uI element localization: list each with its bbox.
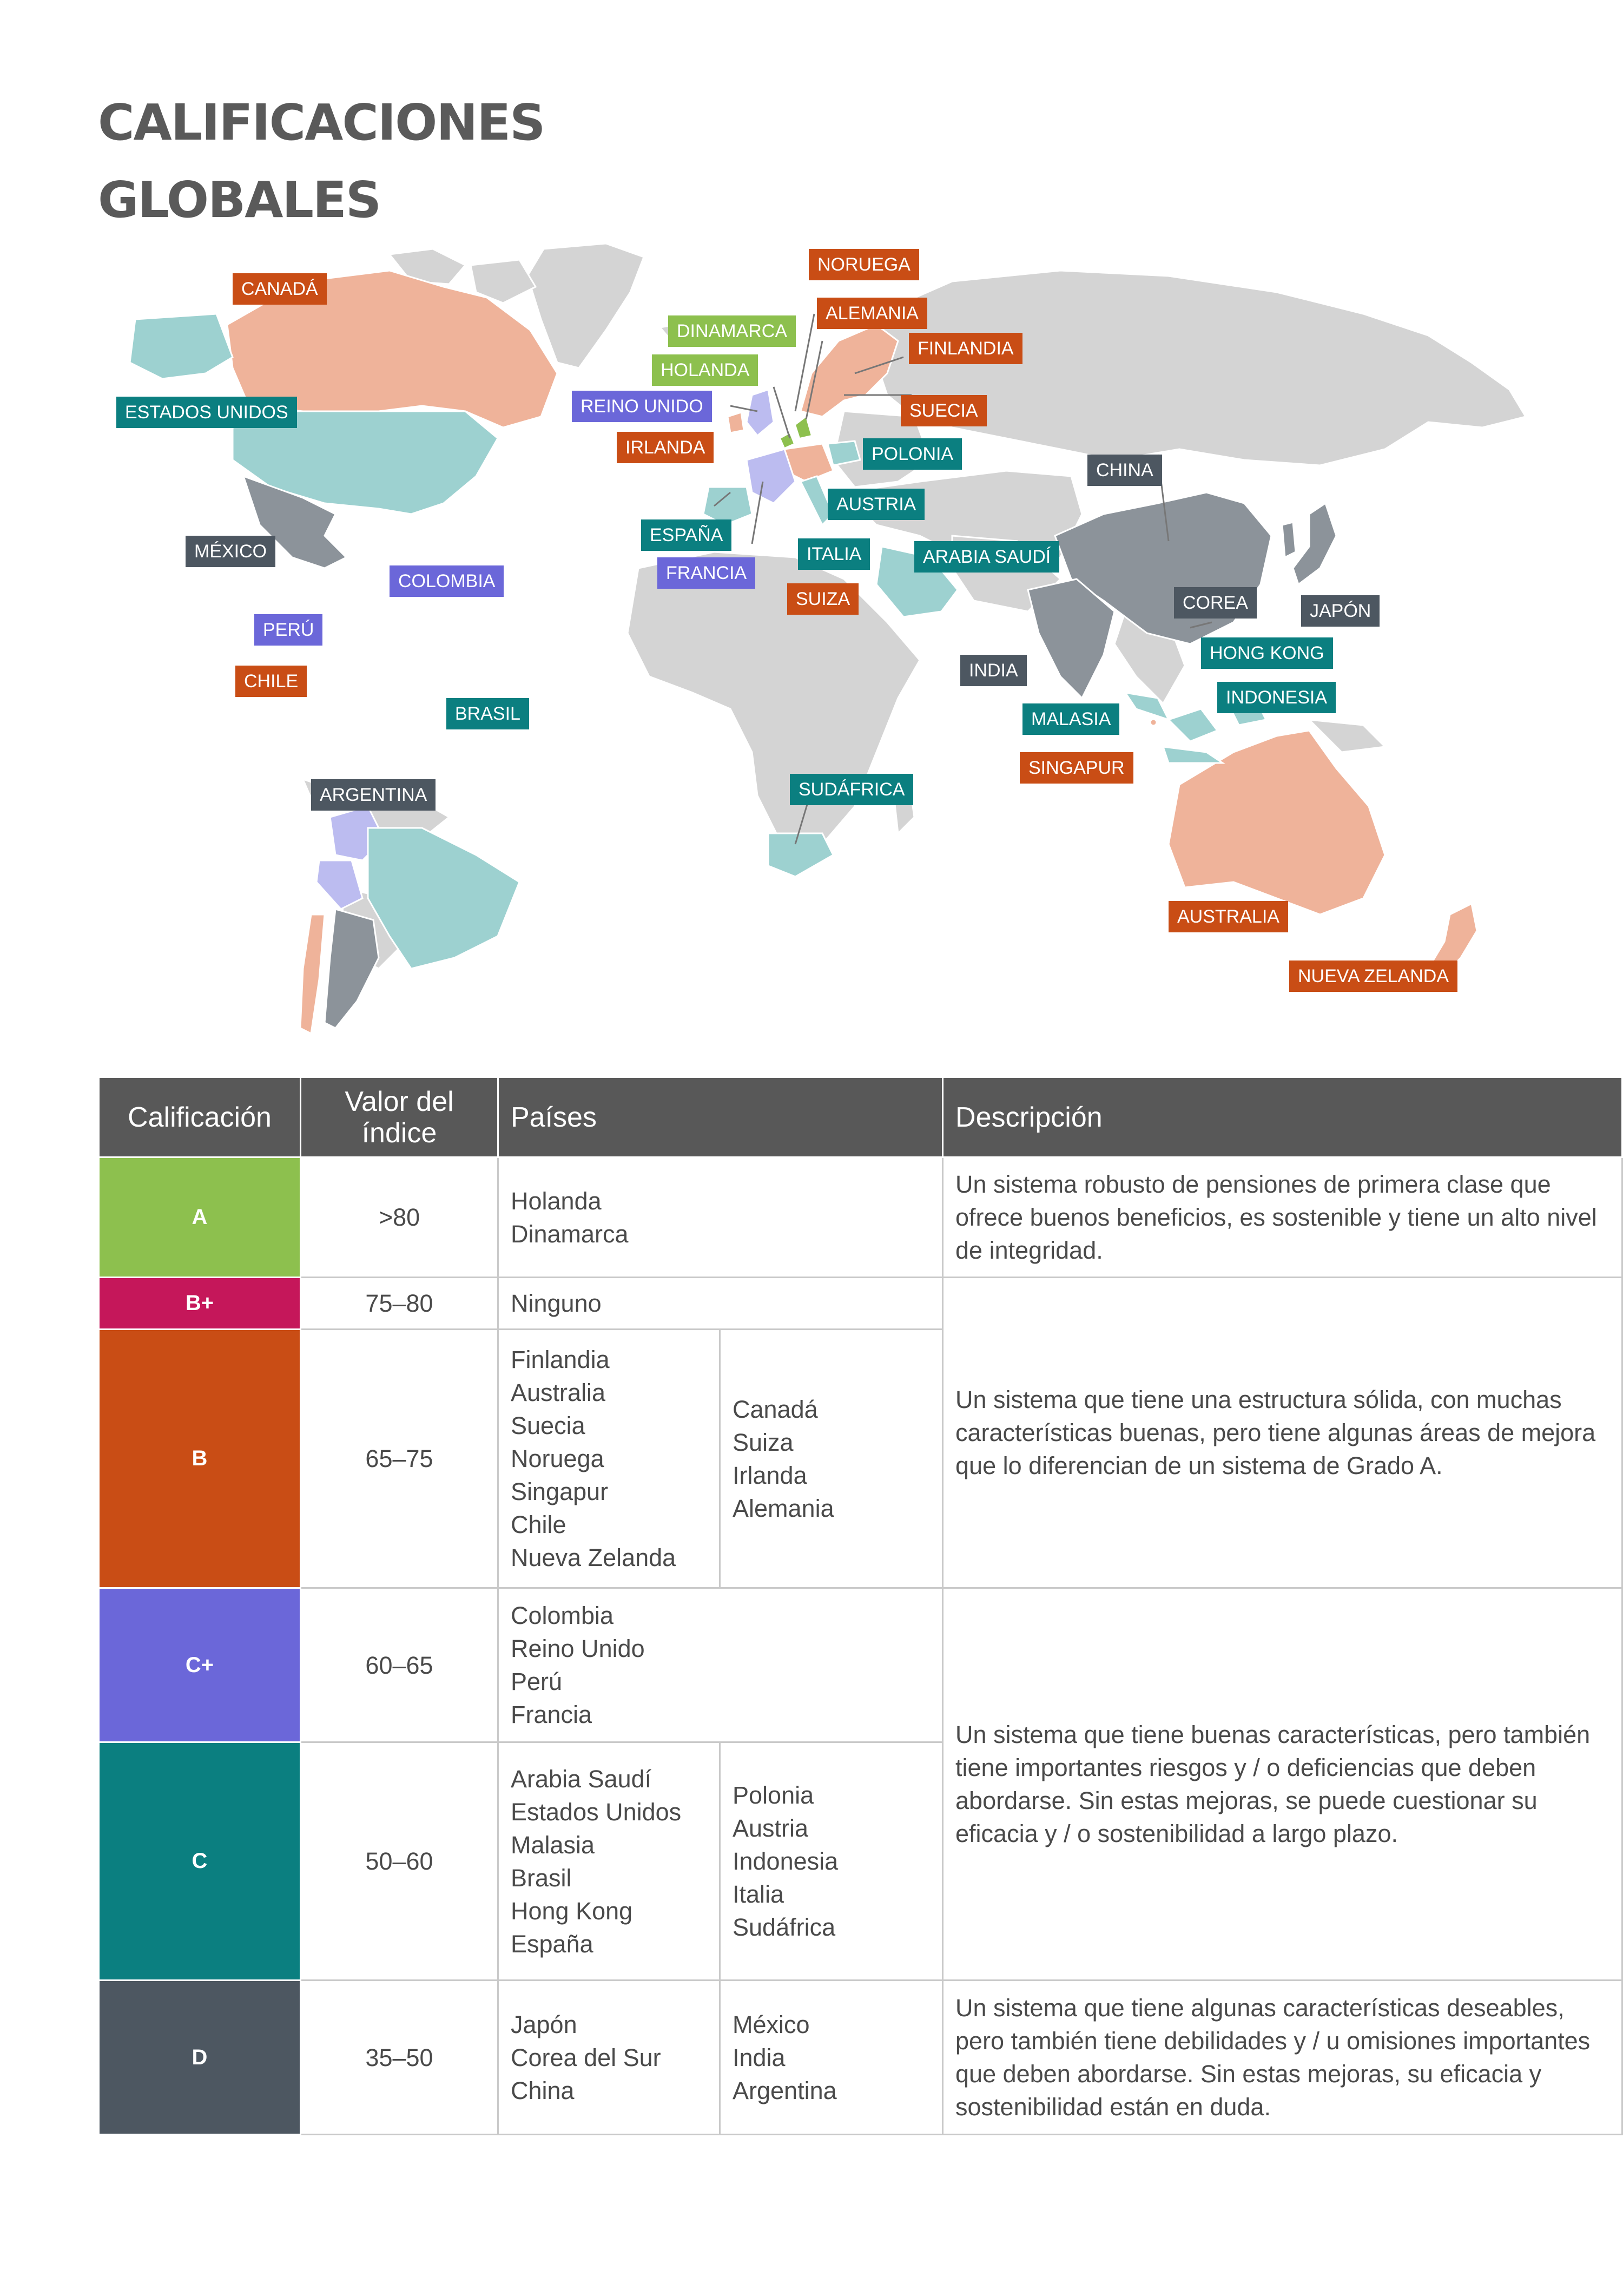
page-title xyxy=(98,84,747,239)
map-label-malasia: MALASIA xyxy=(1022,703,1119,735)
map-label-colombia: COLOMBIA xyxy=(390,565,504,597)
grade-cell: B+ xyxy=(99,1278,301,1330)
country-name: Australia xyxy=(511,1379,606,1406)
country-name: Estados Unidos xyxy=(511,1798,682,1826)
countries-list-2 xyxy=(720,1330,943,1588)
country-name: Arabia Saudí xyxy=(511,1765,652,1793)
country-name: India xyxy=(733,2043,786,2071)
map-label-indonesia: INDONESIA xyxy=(1217,682,1336,713)
grade-cell: B xyxy=(99,1330,301,1588)
country-name: Hong Kong xyxy=(511,1897,633,1925)
country-name: Reino Unido xyxy=(511,1635,645,1662)
countries-list xyxy=(498,1742,720,1981)
map-label-alemania: ALEMANIA xyxy=(817,298,927,329)
map-label-brasil: BRASIL xyxy=(446,698,529,729)
countries-list-2 xyxy=(720,1742,943,1981)
country-name: Polonia xyxy=(733,1781,814,1809)
map-label-mexico: MÉXICO xyxy=(186,536,275,567)
country-name: Canadá xyxy=(733,1395,818,1423)
country-name: China xyxy=(511,2076,575,2104)
map-label-hong-kong: HONG KONG xyxy=(1201,637,1333,669)
description: Un sistema que tiene algunas características deseables, pero también tiene debilidades y / u omisiones importantes que deben abordarse. Sin estas mejoras, su eficacia y sostenibilidad están en duda. xyxy=(943,1981,1622,2135)
country-name: Alemania xyxy=(733,1494,834,1522)
countries-list-2 xyxy=(720,1981,943,2135)
country-name: Suiza xyxy=(733,1428,794,1456)
index-range: 65–75 xyxy=(301,1330,498,1588)
map-label-china: CHINA xyxy=(1087,455,1162,486)
map-label-noruega: NORUEGA xyxy=(809,249,919,280)
map-label-australia: AUSTRALIA xyxy=(1169,901,1288,932)
table-row xyxy=(99,1157,1622,1278)
countries-list xyxy=(498,1157,943,1278)
countries-list xyxy=(498,1981,720,2135)
map-label-argentina: ARGENTINA xyxy=(311,779,436,811)
world-map xyxy=(0,233,1623,1034)
ratings-table xyxy=(98,1078,1623,2135)
map-label-austria: AUSTRIA xyxy=(828,489,925,520)
description: Un sistema que tiene una estructura sólida, con muchas características buenas, pero tiene algunas áreas de mejora que lo diferencian de un sistema de Grado A. xyxy=(943,1278,1622,1588)
grade-cell: C xyxy=(99,1742,301,1981)
country-name: Suecia xyxy=(511,1412,585,1439)
country-name: Brasil xyxy=(511,1864,572,1892)
map-label-singapur: SINGAPUR xyxy=(1020,752,1133,784)
index-range: 50–60 xyxy=(301,1742,498,1981)
country-name: Chile xyxy=(511,1511,566,1538)
countries-list xyxy=(498,1330,720,1588)
map-label-japon: JAPÓN xyxy=(1301,595,1380,627)
country-name: Malasia xyxy=(511,1831,595,1859)
title-line-1: CALIFICACIONES xyxy=(98,94,545,152)
country-name: Argentina xyxy=(733,2076,837,2104)
header-countries: Países xyxy=(498,1078,943,1157)
map-label-nueva-zelanda: NUEVA ZELANDA xyxy=(1289,960,1457,992)
map-label-finlandia: FINLANDIA xyxy=(909,333,1022,364)
index-range: 35–50 xyxy=(301,1981,498,2135)
grade-cell: C+ xyxy=(99,1588,301,1742)
map-label-holanda: HOLANDA xyxy=(652,354,758,386)
country-name: España xyxy=(511,1930,593,1958)
world-map-graphic xyxy=(0,233,1623,1034)
table-row xyxy=(99,1278,1622,1330)
country-name: Singapur xyxy=(511,1478,609,1505)
map-label-sudafrica: SUDÁFRICA xyxy=(790,774,913,805)
map-label-italia: ITALIA xyxy=(798,538,870,570)
country-name: Indonesia xyxy=(733,1847,839,1875)
country-name: Irlanda xyxy=(733,1461,807,1489)
countries-list xyxy=(498,1278,943,1330)
country-name: Austria xyxy=(733,1814,809,1842)
map-label-polonia: POLONIA xyxy=(863,438,962,470)
table-row xyxy=(99,1981,1622,2135)
map-label-canada: CANADÁ xyxy=(233,273,327,305)
index-range: >80 xyxy=(301,1157,498,1278)
map-label-dinamarca: DINAMARCA xyxy=(668,315,796,347)
country-name: Corea del Sur xyxy=(511,2043,661,2071)
country-name: Noruega xyxy=(511,1445,604,1472)
index-range: 60–65 xyxy=(301,1588,498,1742)
header-index-line1: Valor del xyxy=(345,1085,454,1117)
map-label-peru: PERÚ xyxy=(254,614,322,646)
country-name: Sudáfrica xyxy=(733,1913,836,1941)
country-name: Perú xyxy=(511,1668,563,1695)
header-index xyxy=(301,1078,498,1157)
country-name: Holanda xyxy=(511,1187,602,1215)
map-label-india: INDIA xyxy=(960,655,1027,686)
map-label-suecia: SUECIA xyxy=(901,395,987,426)
map-label-corea: COREA xyxy=(1174,587,1257,619)
map-label-arabia-saudi: ARABIA SAUDÍ xyxy=(914,541,1059,573)
country-name: Nueva Zelanda xyxy=(511,1544,676,1571)
country-name: Dinamarca xyxy=(511,1220,629,1248)
countries-list xyxy=(498,1588,943,1742)
country-name: Francia xyxy=(511,1701,592,1728)
header-index-line2: índice xyxy=(361,1117,437,1149)
map-label-irlanda: IRLANDA xyxy=(617,432,714,463)
map-label-espana: ESPAÑA xyxy=(641,519,731,551)
country-name: Japón xyxy=(511,2010,577,2038)
table-header-row xyxy=(99,1078,1622,1157)
map-label-chile: CHILE xyxy=(235,666,307,697)
header-grade: Calificación xyxy=(99,1078,301,1157)
map-label-estados-unidos: ESTADOS UNIDOS xyxy=(116,397,297,428)
country-name: Finlandia xyxy=(511,1346,610,1373)
country-name: México xyxy=(733,2010,810,2038)
country-name: Ninguno xyxy=(511,1290,602,1317)
country-name: Italia xyxy=(733,1880,784,1908)
country-name: Colombia xyxy=(511,1602,614,1629)
description: Un sistema robusto de pensiones de primera clase que ofrece buenos beneficios, es sostenible y tiene un alto nivel de integridad. xyxy=(943,1157,1622,1278)
header-description: Descripción xyxy=(943,1078,1622,1157)
grade-cell: A xyxy=(99,1157,301,1278)
map-label-reino-unido: REINO UNIDO xyxy=(572,391,712,422)
index-range: 75–80 xyxy=(301,1278,498,1330)
description: Un sistema que tiene buenas características, pero también tiene importantes riesgos y / o deficiencias que deben abordarse. Sin estas mejoras, se puede cuestionar su eficacia y / o sostenibilidad a largo plazo. xyxy=(943,1588,1622,1981)
title-line-2: GLOBALES xyxy=(98,171,381,229)
map-label-francia: FRANCIA xyxy=(657,557,755,589)
table-row xyxy=(99,1588,1622,1742)
map-label-suiza: SUIZA xyxy=(787,583,859,615)
grade-cell: D xyxy=(99,1981,301,2135)
